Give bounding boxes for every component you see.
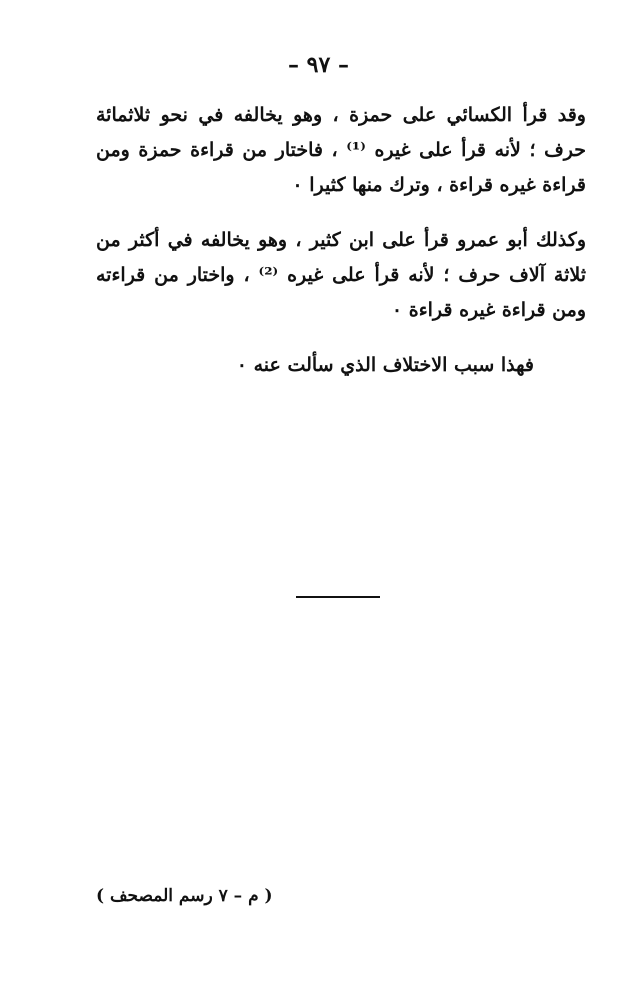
page-number: – ٩٧ – — [288, 52, 349, 78]
paragraph-1: وقد قرأ الكسائي على حمزة ، وهو يخالفه في نحو ثلاثمائة حرف ؛ لأنه قرأ على غيره ⁽¹⁾ ، فاختار من قراءة حمزة ومن قراءة غيره قراءة ، وترك منها كثيرا ٠ — [96, 104, 586, 196]
signature-mark: ( م – ٧ رسم المصحف ) — [96, 886, 273, 906]
paragraph-2: وكذلك أبو عمرو قرأ على ابن كثير ، وهو يخالفه في أكثر من ثلاثة آلاف حرف ؛ لأنه قرأ على غيره ⁽²⁾ ، واختار من قراءته ومن قراءة غيره قراءة ٠ — [96, 229, 586, 321]
paragraph-3: فهذا سبب الاختلاف الذي سألت عنه ٠ — [236, 354, 534, 376]
body-text — [96, 98, 586, 383]
footnote-separator — [296, 596, 380, 598]
